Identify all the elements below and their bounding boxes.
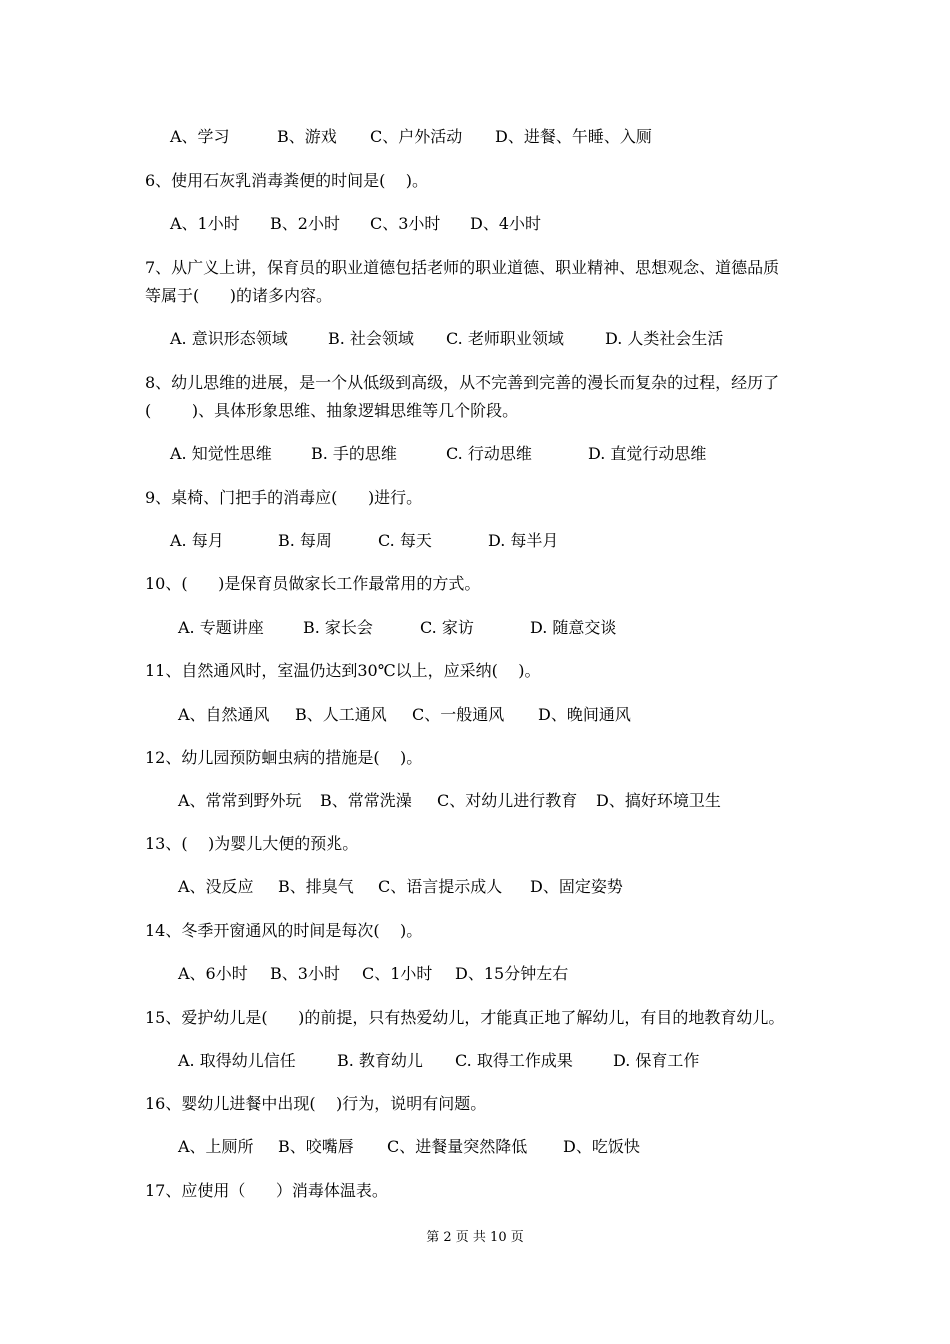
q5-option-b: B、游戏 bbox=[277, 127, 337, 146]
q16-question: 16、婴幼儿进餐中出现( )行为，说明有问题。 bbox=[145, 1094, 487, 1113]
q15-option-c: C. 取得工作成果 bbox=[455, 1051, 573, 1070]
q10-option-b: B. 家长会 bbox=[303, 618, 373, 637]
q13-option-a: A、没反应 bbox=[178, 877, 254, 896]
q12-question: 12、幼儿园预防蛔虫病的措施是( )。 bbox=[145, 748, 423, 767]
q8-option-c: C. 行动思维 bbox=[446, 444, 532, 463]
q12-option-b: B、常常洗澡 bbox=[320, 791, 412, 810]
q12-option-a: A、常常到野外玩 bbox=[178, 791, 302, 810]
q16-option-a: A、上厕所 bbox=[178, 1137, 254, 1156]
q10-option-d: D. 随意交谈 bbox=[530, 618, 617, 637]
q16-option-b: B、咬嘴唇 bbox=[278, 1137, 354, 1156]
q14-option-d: D、15分钟左右 bbox=[455, 964, 569, 983]
q6-option-a: A、1小时 bbox=[170, 214, 240, 233]
q12-option-c: C、对幼儿进行教育 bbox=[437, 791, 578, 810]
q17-question: 17、应使用（ ）消毒体温表。 bbox=[145, 1181, 388, 1200]
q10-question: 10、( )是保育员做家长工作最常用的方式。 bbox=[145, 574, 481, 593]
page-number: 第 2 页 共 10 页 bbox=[426, 1230, 524, 1245]
q15-option-d: D. 保育工作 bbox=[613, 1051, 700, 1070]
q15-option-a: A. 取得幼儿信任 bbox=[178, 1051, 296, 1070]
q5-option-d: D、进餐、午睡、入厕 bbox=[495, 127, 652, 146]
q10-option-a: A. 专题讲座 bbox=[178, 618, 264, 637]
q8-option-a: A. 知觉性思维 bbox=[170, 444, 272, 463]
q10-option-c: C. 家访 bbox=[420, 618, 474, 637]
q11-option-a: A、自然通风 bbox=[178, 705, 270, 724]
q5-option-c: C、户外活动 bbox=[370, 127, 463, 146]
q9-option-d: D. 每半月 bbox=[488, 531, 559, 550]
q13-option-d: D、固定姿势 bbox=[530, 877, 623, 896]
q14-question: 14、冬季开窗通风的时间是每次( )。 bbox=[145, 921, 423, 940]
q8-question-line2: ( )、具体形象思维、抽象逻辑思维等几个阶段。 bbox=[145, 401, 519, 420]
q7-option-d: D. 人类社会生活 bbox=[605, 329, 724, 348]
q15-question: 15、爱护幼儿是( )的前提，只有热爱幼儿，才能真正地了解幼儿，有目的地教育幼儿。 bbox=[145, 1008, 785, 1027]
q8-option-b: B. 手的思维 bbox=[311, 444, 397, 463]
q11-option-b: B、人工通风 bbox=[295, 705, 387, 724]
q7-option-b: B. 社会领域 bbox=[328, 329, 414, 348]
q13-option-b: B、排臭气 bbox=[278, 877, 354, 896]
q14-option-c: C、1小时 bbox=[362, 964, 433, 983]
q14-option-b: B、3小时 bbox=[270, 964, 340, 983]
q15-option-b: B. 教育幼儿 bbox=[337, 1051, 423, 1070]
q14-option-a: A、6小时 bbox=[178, 964, 248, 983]
q16-option-d: D、吃饭快 bbox=[563, 1137, 640, 1156]
q8-option-d: D. 直觉行动思维 bbox=[588, 444, 707, 463]
q9-question: 9、桌椅、门把手的消毒应( )进行。 bbox=[145, 488, 423, 507]
q11-option-c: C、一般通风 bbox=[412, 705, 505, 724]
q7-question-line2: 等属于( )的诸多内容。 bbox=[145, 286, 333, 305]
q7-question-line1: 7、从广义上讲，保育员的职业道德包括老师的职业道德、职业精神、思想观念、道德品质 bbox=[145, 258, 780, 277]
q11-question: 11、自然通风时，室温仍达到30℃以上，应采纳( )。 bbox=[145, 661, 541, 680]
q11-option-d: D、晚间通风 bbox=[538, 705, 631, 724]
q13-question: 13、( )为婴儿大便的预兆。 bbox=[145, 834, 359, 853]
q12-option-d: D、搞好环境卫生 bbox=[596, 791, 721, 810]
q8-question-line1: 8、幼儿思维的进展，是一个从低级到高级，从不完善到完善的漫长而复杂的过程，经历了 bbox=[145, 373, 780, 392]
q9-option-a: A. 每月 bbox=[170, 531, 224, 550]
q6-option-b: B、2小时 bbox=[270, 214, 340, 233]
q9-option-c: C. 每天 bbox=[378, 531, 432, 550]
q9-option-b: B. 每周 bbox=[278, 531, 332, 550]
q7-option-c: C. 老师职业领域 bbox=[446, 329, 564, 348]
q6-option-c: C、3小时 bbox=[370, 214, 441, 233]
q7-option-a: A. 意识形态领域 bbox=[170, 329, 288, 348]
q13-option-c: C、语言提示成人 bbox=[378, 877, 503, 896]
q6-option-d: D、4小时 bbox=[470, 214, 542, 233]
q5-option-a: A、学习 bbox=[170, 127, 230, 146]
q16-option-c: C、进餐量突然降低 bbox=[387, 1137, 528, 1156]
q6-question: 6、使用石灰乳消毒粪便的时间是( )。 bbox=[145, 171, 429, 190]
